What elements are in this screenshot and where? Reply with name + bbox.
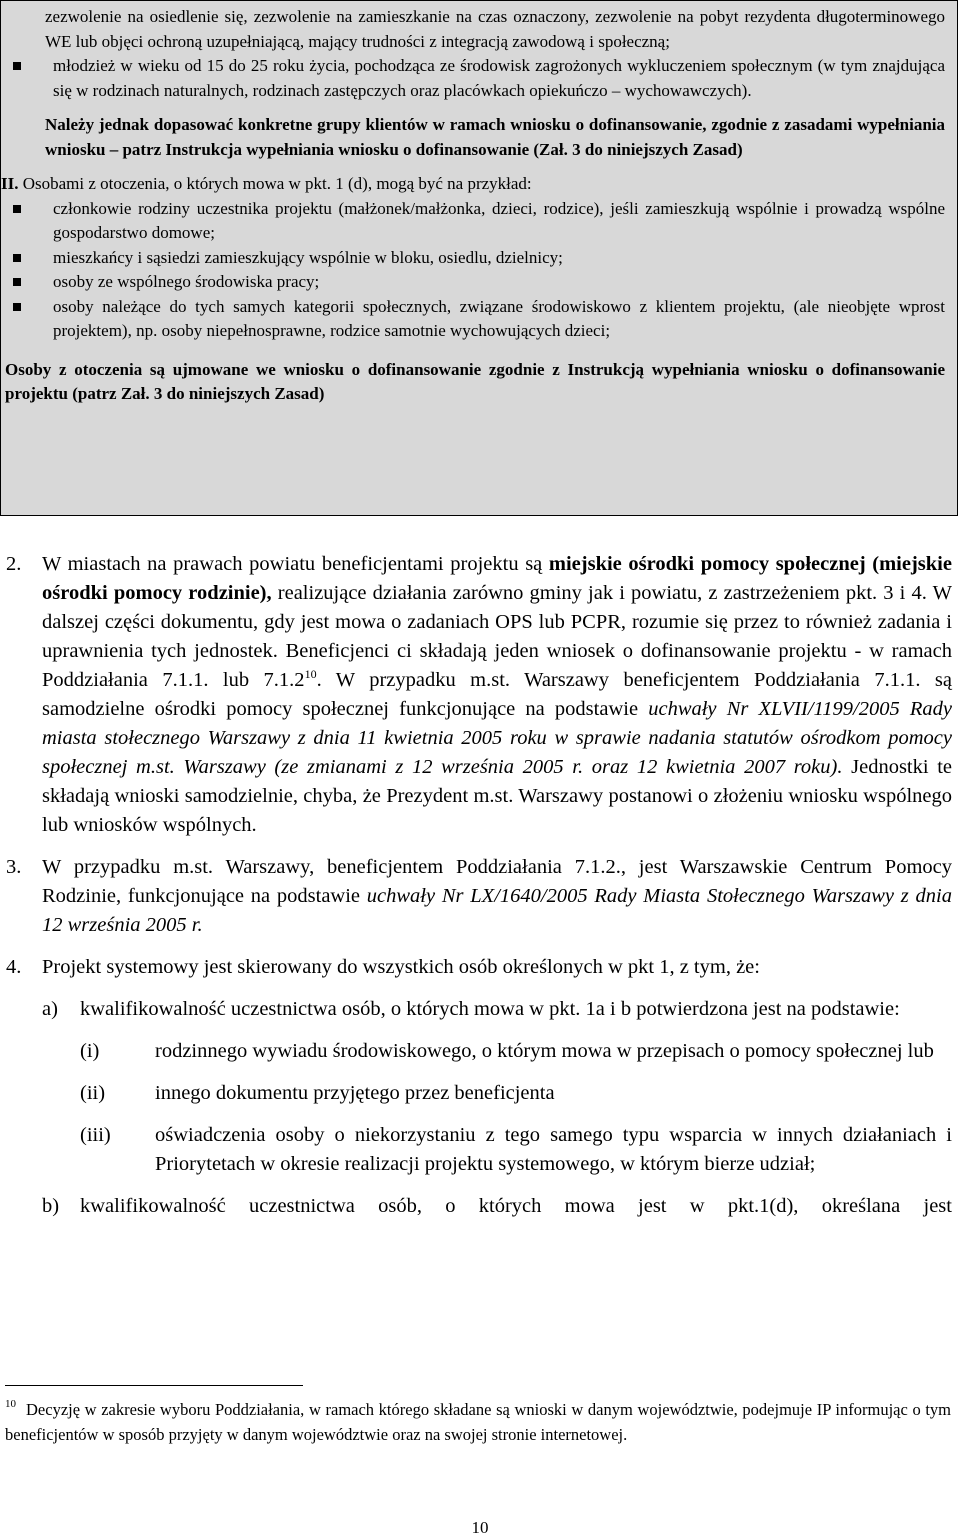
box-bullet-family bbox=[45, 197, 945, 246]
box-bullet-neighbors bbox=[45, 246, 945, 271]
list-item-iii bbox=[0, 1121, 960, 1179]
footnote-number: 10 bbox=[5, 1398, 16, 1410]
box-note-environment: Osoby z otoczenia są ujmowane we wniosku o dofinansowanie zgodnie z Instrukcją wypełniania wniosku o dofinansowanie projektu (patrz Zał. 3 do niniejszych Zasad) bbox=[5, 359, 945, 403]
list-text: kwalifikowalność uczestnictwa osób, o których mowa w pkt. 1a i b potwierdzona jest na podstawie: bbox=[80, 998, 900, 1020]
paragraph-bold-text: miejskie ośrodki pomocy społecznej (miejskie ośrodki pomocy rodzinie), bbox=[42, 553, 952, 604]
section-ii-heading bbox=[1, 172, 945, 197]
main-content bbox=[0, 550, 960, 1221]
list-item-ii bbox=[0, 1079, 960, 1108]
list-item-i bbox=[0, 1037, 960, 1066]
bullet-text: mieszkańcy i sąsiedzi zamieszkujący wspólnie w bloku, osiedlu, dzielnicy; bbox=[53, 247, 563, 267]
paragraph-4 bbox=[0, 953, 960, 982]
paragraph-number: 4. bbox=[6, 956, 22, 978]
paragraph-text: . W przypadku m.st. Warszawy beneficjentem Poddziałania 7.1.1. są samodzielne ośrodki pomocy społecznej funkcjonujące na podstawie bbox=[42, 669, 952, 720]
list-label: a) bbox=[42, 998, 58, 1020]
list-text: kwalifikowalność uczestnictwa osób, o których mowa jest w pkt.1(d), określana jest bbox=[80, 1195, 952, 1217]
list-item-a bbox=[0, 995, 960, 1024]
list-label: b) bbox=[42, 1195, 60, 1217]
paragraph-italic-text: uchwały Nr XLVII/1199/2005 Rady miasta stołecznego Warszawy z dnia 11 kwietnia 2005 roku w sprawie nadania statutów ośrodkom pomocy społecznej m.st. Warszawy (ze zmianami z 12 września 2005 r. oraz 12 kwietnia 2007 roku). bbox=[42, 698, 952, 778]
bullet-text: młodzież w wieku od 15 do 25 roku życia, pochodząca ze środowisk zagrożonych wykluczeniem społecznym (w tym znajdująca się w rodzinach naturalnych, rodzinach zastępczych oraz placówkach opiekuńczo – wychowawczych). bbox=[53, 56, 945, 100]
box-bullet-work bbox=[45, 270, 945, 295]
footnote-text: Decyzję w zakresie wyboru Poddziałania, w ramach którego składane są wnioski w danym województwie, podejmuje IP informując o tym beneficjentów w sposób przyjęty w danym województwie oraz na swojej stronie internetowej. bbox=[5, 1400, 951, 1444]
paragraph-italic-text: uchwały Nr LX/1640/2005 Rady Miasta Stołecznego Warszawy z dnia 12 września 2005 r. bbox=[42, 885, 952, 936]
list-label: (ii) bbox=[80, 1082, 106, 1104]
footnote bbox=[5, 1392, 951, 1447]
footnote-reference: 10 bbox=[304, 667, 317, 682]
bullet-text: członkowie rodziny uczestnika projektu (małżonek/małżonka, dzieci, rodzice), jeśli zamieszkują wspólnie i prowadzą wspólne gospodarstwo domowe; bbox=[53, 198, 945, 242]
paragraph-text: realizujące działania zarówno gminy jak i powiatu, z zastrzeżeniem pkt. 3 i 4. W dalszej części dokumentu, gdy jest mowa o zadaniach OPS lub PCPR, rozumie się przez to również zadania i uprawnienia tych jednostek. Beneficjenci ci składają jeden wniosek o dofinansowanie projektu - w ramach Poddziałania 7.1.1. lub 7.1.2 bbox=[42, 582, 953, 691]
paragraph-text: Projekt systemowy jest skierowany do wszystkich osób określonych w pkt 1, z tym, że: bbox=[42, 956, 760, 978]
paragraph-2 bbox=[0, 550, 960, 840]
list-text: oświadczenia osoby o niekorzystaniu z tego samego typu wsparcia w innych działaniach i Priorytetach w okresie realizacji projektu systemowego, w którym bierze udział; bbox=[155, 1124, 952, 1175]
highlight-box bbox=[0, 0, 958, 516]
paragraph-text: W miastach na prawach powiatu beneficjentami projektu są bbox=[42, 553, 549, 575]
page-number: 10 bbox=[471, 1518, 489, 1537]
bullet-square-icon bbox=[13, 205, 21, 213]
box-bullet-youth bbox=[45, 54, 945, 103]
paragraph-number: 3. bbox=[6, 856, 22, 878]
bullet-text: osoby należące do tych samych kategorii społecznych, związane środowiskowo z klientem projektu, (ale nieobjęte wprost projektem), np. osoby niepełnosprawne, rodzice samotnie wychowujących dzieci; bbox=[53, 296, 945, 340]
paragraph-3 bbox=[0, 853, 960, 940]
list-item-b bbox=[0, 1192, 960, 1221]
bullet-square-icon bbox=[13, 278, 21, 286]
bullet-square-icon bbox=[13, 303, 21, 311]
paragraph-number: 2. bbox=[6, 553, 22, 575]
paragraph-text: Jednostki te składają wnioski samodzielnie, chyba, że Prezydent m.st. Warszawy postanowi o złożeniu wniosku wspólnego lub wniosków wspólnych. bbox=[42, 756, 952, 836]
list-label: (i) bbox=[80, 1040, 100, 1062]
paragraph-text: W przypadku m.st. Warszawy, beneficjentem Poddziałania 7.1.2., jest Warszawskie Centrum Pomocy Rodzinie, funkcjonujące na podstawie bbox=[42, 856, 952, 907]
section-ii-text: Osobami z otoczenia, o których mowa w pkt. 1 (d), mogą być na przykład: bbox=[22, 174, 532, 193]
box-content bbox=[1, 5, 945, 407]
box-bullet-social bbox=[45, 295, 945, 344]
list-text: innego dokumentu przyjętego przez beneficjenta bbox=[155, 1082, 555, 1104]
list-label: (iii) bbox=[80, 1124, 111, 1146]
box-paragraph-continuation: zezwolenie na osiedlenie się, zezwolenie na zamieszkanie na czas oznaczony, zezwolenie na pobyt rezydenta długoterminowego WE lub objęci ochroną uzupełniającą, mający trudności z integracją zawodową i społeczną; bbox=[45, 7, 945, 51]
section-ii-number: II. bbox=[1, 174, 19, 193]
list-text: rodzinnego wywiadu środowiskowego, o którym mowa w przepisach o pomocy społecznej lub bbox=[155, 1040, 934, 1062]
bullet-text: osoby ze wspólnego środowiska pracy; bbox=[53, 272, 320, 291]
box-note-clients: Należy jednak dopasować konkretne grupy klientów w ramach wniosku o dofinansowanie, zgodnie z zasadami wypełniania wniosku – patrz Instrukcja wypełniania wniosku o dofinansowanie (Zał. 3 do niniejszych Zasad) bbox=[45, 115, 945, 159]
footnote-separator bbox=[5, 1385, 303, 1386]
bullet-square-icon bbox=[13, 254, 21, 262]
bullet-square-icon bbox=[13, 62, 21, 70]
